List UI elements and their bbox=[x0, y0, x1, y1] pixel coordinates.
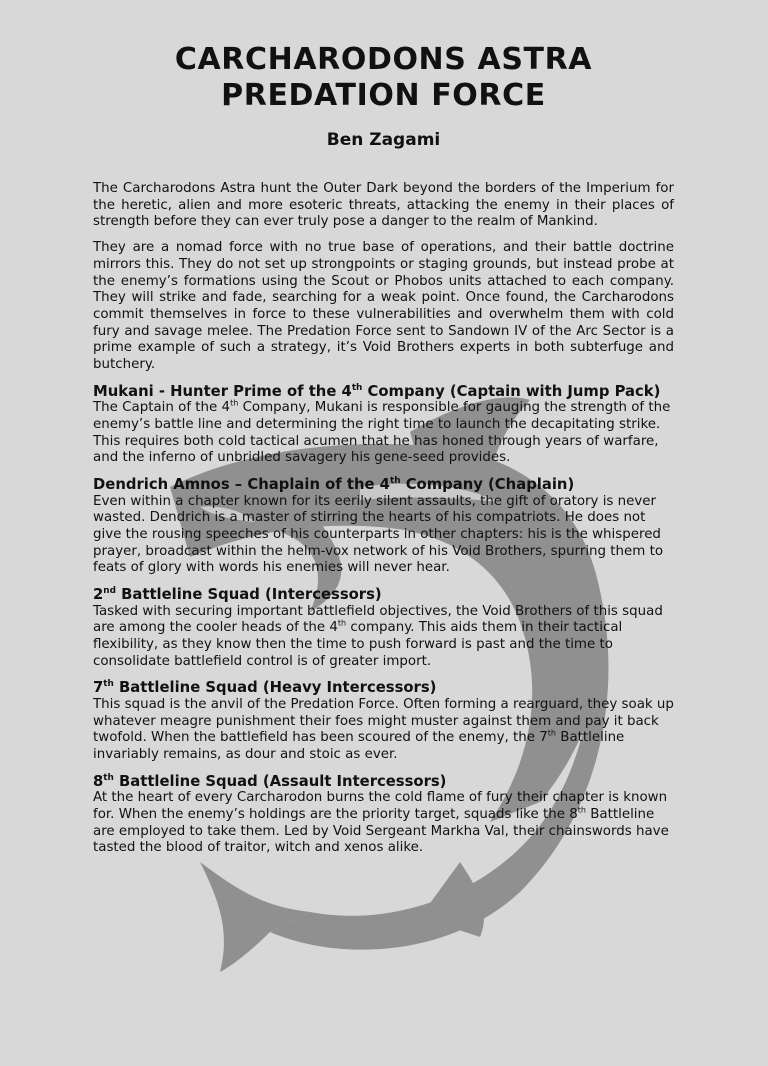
unit-heading: Dendrich Amnos – Chaplain of the 4th Company (Chaplain) bbox=[93, 476, 575, 494]
intro-paragraph-1: The Carcharodons Astra hunt the Outer Dark beyond the borders of the Imperium for the heretic, alien and more esoteric threats, attacking the enemy in their places of strength before they can ever truly pose a danger to the realm of Mankind. bbox=[93, 181, 674, 230]
intro-paragraph-2: They are a nomad force with no true base of operations, and their battle doctrine mirrors this. They do not set up strongpoints or staging grounds, but instead probe at the enemy’s formations using the Scout or Phobos units attached to each company. They will strike and fade, searching for a weak point. Once found, the Carcharodons commit themselves in force to these vulnerabilities and overwhelm them with cold fury and savage melee. The Predation Force sent to Sandown IV of the Arc Sector is a prime example of such a strategy, it’s Void Brothers experts in both subterfuge and butchery. bbox=[93, 240, 674, 373]
unit-entry-8th-battleline bbox=[93, 773, 674, 857]
unit-description: At the heart of every Carcharodon burns the cold flame of fury their chapter is known for. When the enemy’s holdings are the priority target, squads like the 8th Battleline are employed to take them. Led by Void Sergeant Markha Val, their chainswords have tasted the blood of traitor, witch and xenos alike. bbox=[93, 790, 669, 856]
document-title bbox=[93, 42, 674, 114]
unit-description: This squad is the anvil of the Predation Force. Often forming a rearguard, they soak up whatever meagre punishment their foes might muster against them and pay it back twofold. When the battlefield has been scoured of the enemy, the 7th Battleline invariably remains, as dour and stoic as ever. bbox=[93, 696, 674, 762]
unit-heading: Mukani - Hunter Prime of the 4th Company (Captain with Jump Pack) bbox=[93, 382, 661, 400]
unit-entry-dendrich bbox=[93, 476, 674, 577]
unit-entry-7th-battleline bbox=[93, 679, 674, 763]
unit-heading: 7th Battleline Squad (Heavy Intercessors) bbox=[93, 679, 437, 697]
unit-description: The Captain of the 4th Company, Mukani is responsible for gauging the strength of the enemy’s battle line and determining the right time to launch the decapitating strike. This requires both cold tactical acumen that he has honed through years of warfare, and the inferno of unbridled savagery his gene-seed provides. bbox=[93, 398, 671, 466]
author-name: Ben Zagami bbox=[326, 130, 441, 150]
unit-entry-mukani bbox=[93, 383, 674, 467]
title-line-1: CARCHARODONS ASTRA bbox=[174, 42, 593, 77]
unit-heading: 8th Battleline Squad (Assault Intercessors) bbox=[93, 772, 447, 790]
unit-entry-2nd-battleline bbox=[93, 586, 674, 670]
unit-description: Even within a chapter known for its eerily silent assaults, the gift of oratory is never wasted. Dendrich is a master of stirring the hearts of his compatriots. He does not give the rousing speeches of his counterparts in other chapters: his is the whispered prayer, broadcast within the helm-vox network of his Void Brothers, spurring them to feats of glory with words his enemies will never hear. bbox=[93, 493, 664, 576]
document-page bbox=[0, 42, 768, 857]
title-line-2: PREDATION FORCE bbox=[221, 78, 546, 113]
intro-section bbox=[93, 181, 674, 374]
unit-heading: 2nd Battleline Squad (Intercessors) bbox=[93, 586, 382, 604]
unit-description: Tasked with securing important battlefield objectives, the Void Brothers of this squad are among the cooler heads of the 4th company. This aids them in their tactical flexibility, as they know then the time to push forward is past and the time to consolidate battlefield control is of greater import. bbox=[93, 603, 663, 669]
